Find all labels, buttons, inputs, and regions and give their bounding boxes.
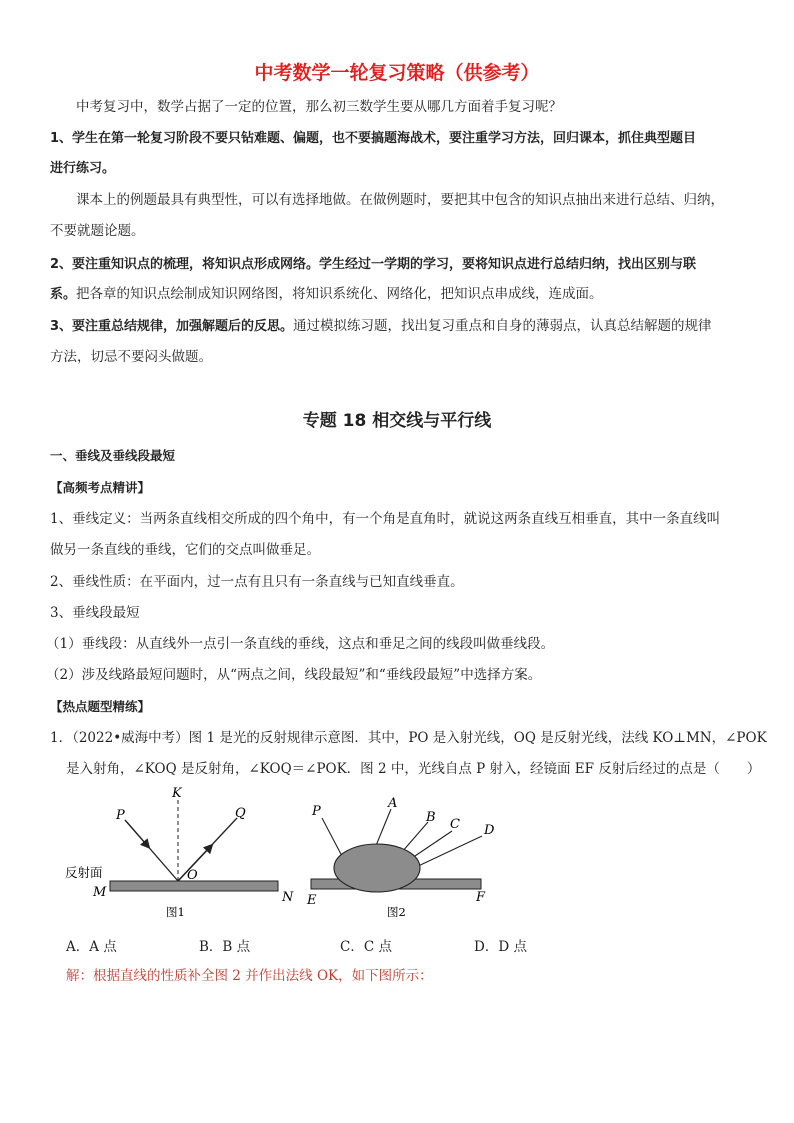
- label-b: B: [426, 810, 436, 825]
- label-k: K: [172, 786, 182, 801]
- question-1-cont: 是入射角，∠KOQ 是反射角，∠KOQ＝∠POK．图 2 中，光线自点 P 射入，经镜面 EF 反射后经过的点是（ ）: [66, 761, 761, 777]
- ray-a: [375, 809, 391, 848]
- label-o: O: [187, 868, 198, 883]
- strategy-2: 2、要注重知识点的梳理，将知识点形成网络。学生经过一学期的学习，要将知识点进行总结归纳，找出区别与联: [50, 257, 697, 272]
- label-n: N: [282, 890, 294, 905]
- shortest-segment-heading: 3、垂线段最短: [50, 605, 140, 621]
- label-a: A: [388, 796, 398, 811]
- incident-arrow: [125, 820, 149, 848]
- label-m: M: [93, 885, 107, 900]
- ray-p: [322, 818, 343, 858]
- property-line: 2、垂线性质：在平面内，过一点有且只有一条直线与已知直线垂直。: [50, 574, 464, 590]
- intro-line: 中考复习中，数学占据了一定的位置，那么初三数学生要从哪几方面着手复习呢？: [76, 99, 562, 115]
- label-d: D: [484, 823, 495, 838]
- section-heading: 一、垂线及垂线段最短: [50, 448, 176, 463]
- paragraph: 课本上的例题最具有典型性，可以有选择地做。在做例题时，要把其中包含的知识点抽出来进行总结、归纳，: [76, 192, 724, 208]
- strategy-3-cont: 方法，切忌不要闷头做题。: [50, 349, 212, 365]
- label-q: Q: [235, 806, 246, 821]
- label-c: C: [450, 817, 460, 832]
- option-b: B．B 点: [199, 939, 251, 955]
- figure-2-caption: 图2: [387, 905, 406, 919]
- strategy-3-text: 通过模拟练习题，找出复习重点和自身的薄弱点，认真总结解题的规律: [293, 318, 712, 334]
- option-c: C．C 点: [340, 939, 392, 955]
- strategy-2-cont-text: 把各章的知识点绘制成知识网络图，将知识系统化、网络化，把知识点串成线，连成面。: [76, 286, 603, 302]
- label-p: P: [116, 808, 125, 823]
- question-1: 1．（2022•威海中考）图 1 是光的反射规律示意图．其中，PO 是入射光线，OQ 是反射光线，法线 KO⊥MN，∠POK: [50, 730, 767, 746]
- strategy-1-cont: 进行练习。: [50, 161, 116, 176]
- mirror-label: 反射面: [65, 865, 103, 880]
- perpendicular-segment-def: （1）垂线段：从直线外一点引一条直线的垂线，这点和垂足之间的线段叫做垂线段。: [46, 636, 555, 652]
- label-e: E: [307, 893, 317, 908]
- strategy-1: 1、学生在第一轮复习阶段不要只钻难题、偏题，也不要搞题海战术，要注重学习方法，回归课本，抓住典型题目: [50, 131, 697, 146]
- label-f: F: [476, 890, 486, 905]
- option-a: A．A 点: [66, 939, 117, 955]
- paragraph-cont: 不要就题论题。: [50, 223, 145, 239]
- ray-b: [402, 822, 428, 852]
- reflection-figures: [0, 780, 794, 930]
- subheading-key-points: 【高频考点精讲】: [50, 480, 151, 495]
- definition-line: 1、垂线定义：当两条直线相交所成的四个角中，有一个角是直角时，就说这两条直线互相垂直，其中一条直线叫: [50, 511, 721, 527]
- definition-line-cont: 做另一条直线的垂线，它们的交点叫做垂足。: [50, 542, 320, 558]
- label-p2: P: [312, 804, 321, 819]
- solution-text: 解：根据直线的性质补全图 2 并作出法线 OK，如下图所示：: [66, 968, 433, 984]
- page-title: 中考数学一轮复习策略（供参考）: [254, 62, 540, 84]
- option-d: D．D 点: [474, 939, 527, 955]
- shortest-route-tip: （2）涉及线路最短问题时，从“两点之间，线段最短”和“垂线段最短”中选择方案。: [46, 667, 542, 683]
- topic-title: 专题 18 相交线与平行线: [302, 411, 492, 431]
- subheading-practice: 【热点题型精练】: [50, 699, 151, 714]
- strategy-2-cont-bold: 系。: [50, 287, 77, 302]
- strategy-3-bold: 3、要注重总结规律，加强解题后的反思。: [50, 319, 294, 334]
- strategy-3: [50, 316, 712, 337]
- opaque-object: [334, 844, 420, 892]
- ray-d: [414, 836, 482, 868]
- figure-1-caption: 图1: [166, 905, 185, 919]
- ray-c: [412, 831, 452, 858]
- strategy-2-cont: [50, 284, 603, 305]
